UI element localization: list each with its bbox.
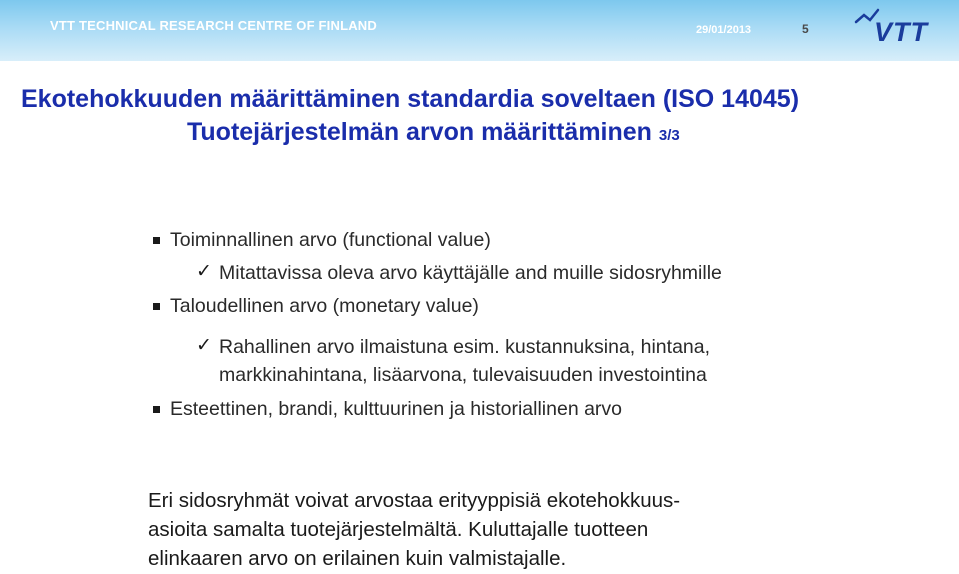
bullet-square-icon [153, 237, 160, 244]
bullet-item: Taloudellinen arvo (monetary value) [170, 295, 479, 317]
summary-paragraph [148, 486, 868, 573]
summary-line: Eri sidosryhmät voivat arvostaa erityyppisiä ekotehokkuus- [148, 489, 681, 512]
checkmark-icon: ✓ [196, 261, 212, 282]
summary-line: asioita samalta tuotejärjestelmältä. Kuluttajalle tuotteen [148, 518, 649, 541]
title-line-2: Tuotejärjestelmän arvon määrittäminen [187, 118, 652, 146]
header-banner [0, 0, 959, 61]
bullet-square-icon [153, 406, 160, 413]
sub-item-continued: markkinahintana, lisäarvona, tulevaisuuden investointina [219, 364, 707, 386]
organization-name: VTT TECHNICAL RESEARCH CENTRE OF FINLAND [50, 18, 377, 33]
logo-wordmark: VTT [874, 17, 928, 46]
checkmark-icon: ✓ [196, 335, 212, 356]
title-line-2-wrap [21, 116, 799, 152]
slide-title [21, 83, 799, 152]
title-line-1: Ekotehokkuuden määrittäminen standardia soveltaen (ISO 14045) [21, 85, 800, 113]
summary-line: elinkaaren arvo on erilainen kuin valmistajalle. [148, 547, 567, 570]
vtt-logo [852, 6, 944, 51]
bullet-square-icon [153, 303, 160, 310]
sub-item: Mitattavissa oleva arvo käyttäjälle and muille sidosryhmille [219, 262, 722, 284]
slide-date: 29/01/2013 [696, 24, 752, 36]
bullet-item: Toiminnallinen arvo (functional value) [170, 229, 491, 251]
sub-item: Rahallinen arvo ilmaistuna esim. kustannuksina, hintana, [219, 336, 711, 358]
title-page-indicator: 3/3 [658, 127, 680, 144]
page-number: 5 [802, 22, 809, 36]
bullet-item: Esteettinen, brandi, kulttuurinen ja historiallinen arvo [170, 398, 623, 420]
